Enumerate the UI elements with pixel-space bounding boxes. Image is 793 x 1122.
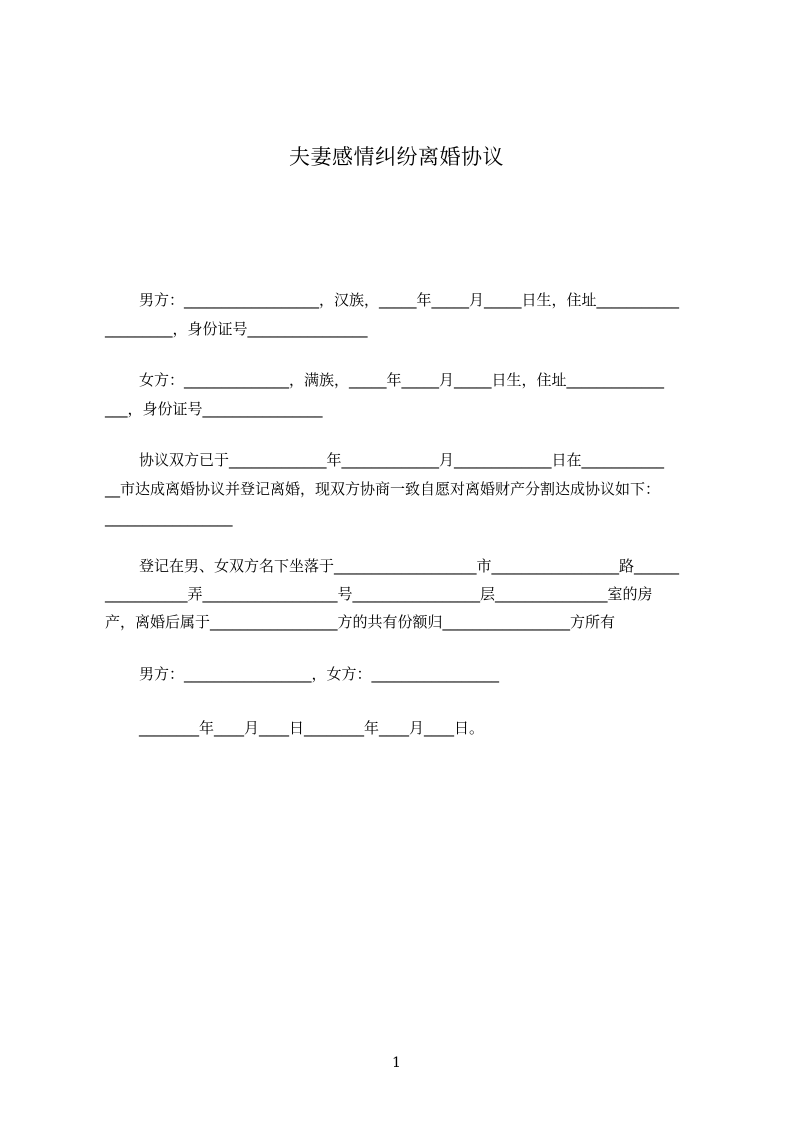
page-number: 1 xyxy=(392,1055,401,1071)
signature-line: 男方：_________________，女方：_________________ xyxy=(139,665,500,683)
agreement-line-2: __市达成离婚协议并登记离婚，现双方协商一致自愿对离婚财产分割达成协议如下： xyxy=(105,480,661,498)
property-line-1: 登记在男、女双方名下坐落于___________________市_________________路______ xyxy=(139,557,680,575)
property-line-2: ___________弄__________________号_________________层_______________室的房 xyxy=(105,585,653,603)
husband-info-line-2: _________，身份证号________________ xyxy=(105,320,368,338)
wife-info-line-2: ___，身份证号________________ xyxy=(105,400,323,418)
wife-info-line-1: 女方：______________，满族，_____年_____月_____日生，住址_____________ xyxy=(139,371,665,389)
agreement-line-1: 协议双方已于_____________年_____________月_____________日在___________ xyxy=(139,451,665,469)
date-line: ________年____月____日________年____月____日。 xyxy=(139,719,485,737)
agreement-line-3: _________________ xyxy=(105,509,233,527)
document-title: 夫妻感情纠纷离婚协议 xyxy=(289,145,504,169)
property-line-3: 产，离婚后属于_________________方的共有份额归_________________方所有 xyxy=(105,613,616,631)
husband-info-line-1: 男方：__________________，汉族，_____年_____月_____日生，住址___________ xyxy=(139,291,680,309)
